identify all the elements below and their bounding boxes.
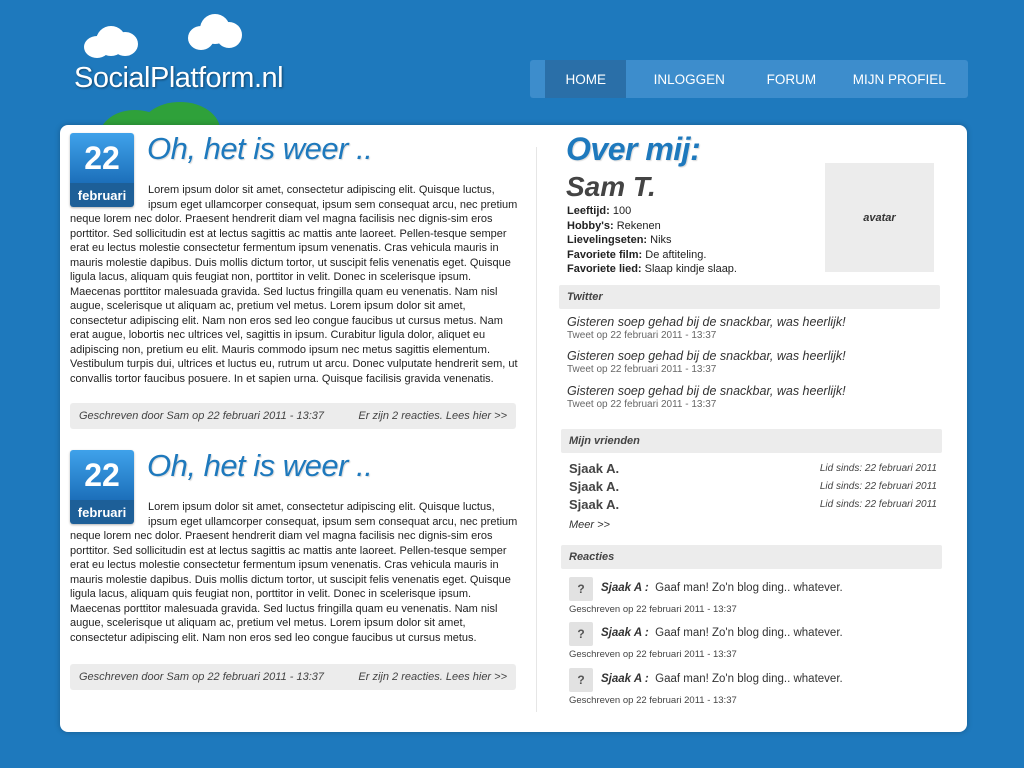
- profile-details: [567, 204, 737, 277]
- profile-field-label: Favoriete film:: [567, 248, 643, 261]
- reaction-line: [601, 627, 843, 639]
- friend-item[interactable]: [569, 497, 937, 512]
- friend-since: Lid sinds: 22 februari 2011: [819, 463, 937, 474]
- profile-field: [567, 248, 737, 263]
- profile-name: Sam T.: [566, 171, 656, 202]
- profile-field: [567, 233, 737, 248]
- about-title: Over mij:: [566, 131, 701, 167]
- date-day: 22: [70, 133, 134, 183]
- reaction-author[interactable]: Sjaak A :: [601, 627, 649, 639]
- post-body-text: Lorem ipsum dolor sit amet, consectetur adipiscing elit. Quisque luctus, ipsum eget ullamcorper consequat, ipsum sem consequat arcu, nec pretium neque lorem nec dolor. Praesent hendrerit diam vel magna facilisis nec dignis-sim eros porttitor. Sed sollicitudin est at lectus sagittis ac mattis ante laoreet. Pellen-tesque semper erat eu lectus molestie consectetur fermentum ipsum venenatis. Cras vehicula mauris in mauris molestie dapibus. Duis mollis dictum tortor, ut suscipit felis venenatis eget. Quisque ligula lacus, aliquam quis feugiat non, porttitor in velit. Donec in scelerisque ipsum. Maecenas porttitor malesuada gravida. Sed luctus fringilla quam eu venenatis. Nam nisl augue, scelerisque ut aliquam ac, pretium vel metus. Lorem ipsum dolor sit amet, consectetur adipiscing elit. Nam non eros sed leo congue faucibus ut cursus metus. Nam erat augue, lobortis nec ultrices vel, sagittis in ipsum. Curabitur ligula dolor, aliquet eu adipiscing non, pretium eu elit. Mauris commodo ipsum nec metus sagittis elementum. Vestibulum turpis dui, ultrices et luctus eu, rutrum ut arcu. Donec vulputate hendrerit sem, ut convallis tortor faucibus posuere. In et sapien urna. Quisque facilisis gravida venenatis.: [70, 184, 518, 385]
- read-reactions-link[interactable]: Er zijn 2 reacties. Lees hier >>: [358, 671, 507, 683]
- post-meta: Geschreven door Sam op 22 februari 2011 - 13:37: [79, 671, 325, 683]
- friends-heading: Mijn vrienden: [561, 429, 942, 453]
- main-nav: [530, 60, 968, 98]
- tweet: [567, 315, 846, 341]
- post-meta: Geschreven door Sam op 22 februari 2011 - 13:37: [79, 410, 325, 422]
- profile-field-value: 100: [612, 205, 632, 217]
- post-body-text: Lorem ipsum dolor sit amet, consectetur adipiscing elit. Quisque luctus, ipsum eget ullamcorper consequat, ipsum sem consequat arcu, nec pretium neque lorem nec dolor. Praesent hendrerit diam vel magna facilisis nec dignis-sim eros porttitor. Sed sollicitudin est at lectus sagittis ac mattis ante laoreet. Pellen-tesque semper erat eu lectus molestie consectetur fermentum ipsum venenatis. Cras vehicula mauris in mauris molestie dapibus. Duis mollis dictum tortor, ut suscipit felis venenatis eget. Quisque ligula lacus, aliquam quis feugiat non, porttitor in velit. Donec in scelerisque ipsum. Maecenas porttitor malesuada gravida. Sed luctus fringilla quam eu venenatis. Nam nisl augue, scelerisque ut aliquam ac, pretium vel metus. Lorem ipsum dolor sit amet, consectetur adipiscing elit. Nam non eros sed leo congue faucibus ut cursus metus.: [70, 501, 518, 644]
- profile-field-label: Lievelingseten:: [567, 234, 648, 246]
- profile-field-label: Hobby's:: [567, 219, 614, 232]
- nav-forum[interactable]: FORUM: [766, 71, 817, 87]
- friend-item[interactable]: [569, 461, 937, 476]
- reaction-meta: Geschreven op 22 februari 2011 - 13:37: [569, 695, 737, 706]
- reactions-heading: Reacties: [561, 545, 942, 569]
- site-logo[interactable]: [70, 10, 330, 130]
- tweet: [567, 349, 846, 375]
- reaction-text: Gaaf man! Zo'n blog ding.. whatever.: [655, 627, 843, 639]
- date-month: februari: [70, 183, 134, 207]
- date-month: februari: [70, 500, 134, 524]
- nav-inloggen[interactable]: INLOGGEN: [653, 71, 725, 87]
- profile-field-value: De aftiteling.: [645, 248, 707, 261]
- tweet-meta: Tweet op 22 februari 2011 - 13:37: [567, 399, 717, 410]
- more-friends-link[interactable]: Meer >>: [569, 519, 610, 531]
- cloud-icon: [84, 24, 140, 60]
- post-title[interactable]: Oh, het is weer ..: [147, 448, 373, 483]
- tweet-text: Gisteren soep gehad bij de snackbar, was heerlijk!: [567, 384, 846, 398]
- friend-since: Lid sinds: 22 februari 2011: [819, 481, 937, 492]
- profile-field: [567, 204, 737, 219]
- friend-since: Lid sinds: 22 februari 2011: [819, 499, 937, 510]
- question-icon: ?: [569, 577, 593, 601]
- reaction-text: Gaaf man! Zo'n blog ding.. whatever.: [655, 673, 843, 685]
- read-reactions-link[interactable]: Er zijn 2 reacties. Lees hier >>: [358, 410, 507, 422]
- reaction-line: [601, 582, 843, 594]
- profile-field: [567, 262, 737, 277]
- site-title[interactable]: SocialPlatform.nl: [74, 62, 284, 94]
- question-icon: ?: [569, 668, 593, 692]
- nav-mijn-profiel[interactable]: MIJN PROFIEL: [852, 71, 946, 87]
- reaction-text: Gaaf man! Zo'n blog ding.. whatever.: [655, 582, 843, 594]
- reaction-author[interactable]: Sjaak A :: [601, 673, 649, 685]
- post-title[interactable]: Oh, het is weer ..: [147, 131, 373, 166]
- content-panel: [60, 125, 967, 732]
- nav-home[interactable]: HOME: [545, 60, 626, 98]
- friend-name[interactable]: Sjaak A.: [569, 461, 620, 476]
- date-day: 22: [70, 450, 134, 500]
- twitter-heading: Twitter: [559, 285, 940, 309]
- tweet-text: Gisteren soep gehad bij de snackbar, was heerlijk!: [567, 349, 846, 363]
- friend-name[interactable]: Sjaak A.: [569, 497, 620, 512]
- column-divider: [536, 147, 537, 712]
- reaction-line: [601, 673, 843, 685]
- profile-field: [567, 219, 737, 234]
- post-footer: [70, 403, 516, 429]
- avatar[interactable]: avatar: [825, 163, 934, 272]
- reaction-meta: Geschreven op 22 februari 2011 - 13:37: [569, 649, 737, 660]
- reaction-author[interactable]: Sjaak A :: [601, 582, 649, 594]
- profile-field-value: Rekenen: [616, 219, 661, 232]
- profile-field-label: Leeftijd:: [567, 205, 610, 217]
- question-icon: ?: [569, 622, 593, 646]
- reaction-meta: Geschreven op 22 februari 2011 - 13:37: [569, 604, 737, 615]
- profile-field-value: Niks: [650, 234, 672, 246]
- friend-item[interactable]: [569, 479, 937, 494]
- tweet-text: Gisteren soep gehad bij de snackbar, was heerlijk!: [567, 315, 846, 329]
- post-body: [70, 183, 518, 386]
- tweet-meta: Tweet op 22 februari 2011 - 13:37: [567, 330, 717, 341]
- profile-field-label: Favoriete lied:: [567, 263, 642, 275]
- friend-name[interactable]: Sjaak A.: [569, 479, 620, 494]
- tweet: [567, 384, 846, 410]
- profile-field-value: Slaap kindje slaap.: [644, 263, 737, 275]
- post-footer: [70, 664, 516, 690]
- tweet-meta: Tweet op 22 februari 2011 - 13:37: [567, 364, 717, 375]
- post-body: [70, 500, 518, 645]
- cloud-icon: [188, 12, 244, 52]
